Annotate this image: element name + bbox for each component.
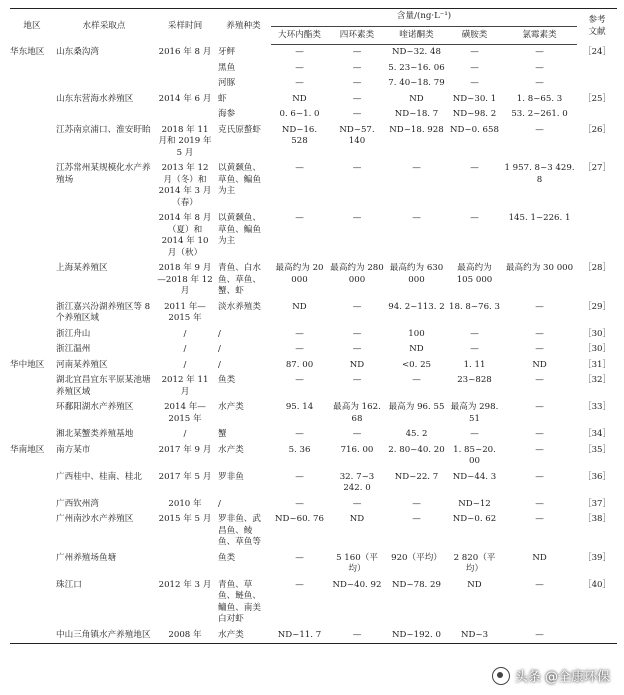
cell-macrolides: —	[295, 429, 304, 439]
cell-time: /	[183, 359, 187, 370]
cell-chloramphenicols: —	[535, 78, 544, 88]
cell-chloramphenicols: —	[535, 444, 544, 455]
table-row	[10, 373, 617, 400]
table-row	[10, 628, 617, 644]
cell-site	[54, 76, 154, 92]
cell-site: 浙江温州	[56, 344, 91, 354]
cell-tetracyclines: —	[352, 47, 362, 57]
cell-species: 蟹	[218, 429, 227, 439]
cell-species: 黑鱼	[218, 62, 236, 73]
header-site: 水样采取点	[54, 9, 154, 45]
cell-time: 2017 年 5 月	[158, 471, 212, 482]
cell-quinolones: 7. 40~18. 79	[388, 78, 445, 88]
cell-macrolides: ND~60. 76	[275, 514, 324, 524]
table-row	[10, 92, 617, 108]
cell-sulfonamides: —	[470, 78, 479, 88]
cell-ref: ［30］	[582, 328, 612, 339]
cell-site: 珠江口	[56, 579, 82, 590]
header-sulfonamides: 磺胺类	[447, 26, 502, 45]
table-row	[10, 45, 617, 61]
cell-region	[10, 211, 54, 261]
cell-macrolides: —	[295, 471, 304, 482]
cell-chloramphenicols: —	[535, 402, 544, 412]
cell-chloramphenicols: —	[535, 498, 544, 509]
cell-chloramphenicols: ND	[532, 552, 547, 563]
cell-tetracyclines: ND	[349, 514, 365, 524]
cell-species: 水产类	[218, 402, 244, 412]
cell-tetracyclines: —	[352, 328, 362, 339]
cell-time	[154, 551, 216, 578]
cell-species: /	[218, 328, 221, 339]
table-header	[10, 9, 617, 45]
cell-tetracyclines: ND~57. 140	[339, 124, 375, 146]
table-row	[10, 107, 617, 123]
cell-quinolones: 最高为 96. 55	[388, 402, 445, 412]
table-row	[10, 443, 617, 470]
cell-ref: ［34］	[582, 429, 612, 439]
cell-species: 水产类	[216, 628, 271, 644]
cell-site: 山东东营海水养殖区	[56, 93, 134, 104]
cell-sulfonamides: 1. 11	[463, 359, 486, 370]
table-row	[10, 512, 617, 551]
cell-quinolones: —	[412, 514, 421, 524]
cell-chloramphenicols: 145. 1~226. 1	[508, 213, 571, 223]
header-macrolides: 大环内酯类	[271, 26, 328, 45]
cell-chloramphenicols: —	[535, 62, 544, 73]
cell-chloramphenicols: ND	[532, 359, 547, 370]
cell-macrolides: —	[295, 78, 304, 88]
cell-ref: ［24］	[582, 46, 612, 57]
cell-sulfonamides: ND~30. 1	[452, 93, 497, 104]
cell-tetracyclines: ND~40. 92	[332, 579, 382, 590]
cell-species: 青鱼、白水鱼、草鱼、蟹、虾	[218, 263, 261, 296]
cell-chloramphenicols: —	[535, 301, 544, 312]
cell-time: 2008 年	[154, 628, 216, 644]
cell-quinolones: 5. 23~16. 06	[388, 62, 445, 73]
cell-sulfonamides: ND~12	[458, 498, 491, 509]
cell-region	[10, 261, 54, 300]
cell-time: /	[183, 344, 187, 354]
cell-time: 2018 年 11 月和 2019 年 5 月	[158, 124, 212, 158]
cell-tetracyclines: —	[352, 375, 362, 385]
cell-region	[10, 373, 54, 400]
cell-site: 中山三角镇水产养殖地区	[54, 628, 154, 644]
cell-species: 罗非鱼	[218, 471, 244, 482]
cell-tetracyclines: —	[352, 429, 362, 439]
cell-time: /	[183, 429, 187, 439]
cell-sulfonamides: ND~0. 658	[450, 124, 499, 135]
cell-chloramphenicols: —	[535, 375, 544, 385]
cell-sulfonamides: ND~44. 3	[452, 471, 497, 482]
cell-sulfonamides: ND~0. 62	[452, 514, 497, 524]
cell-tetracyclines: —	[352, 109, 362, 119]
cell-tetracyclines: —	[352, 498, 362, 509]
cell-time: 2013 年 12 月（冬）和 2014 年 3 月（春）	[158, 163, 212, 208]
cell-species: 河豚	[218, 78, 236, 88]
cell-site: 广西桂中、桂南、桂北	[56, 471, 142, 482]
cell-sulfonamides: 2 820（平均）	[453, 552, 496, 574]
cell-site: 上海某养殖区	[56, 263, 108, 273]
cell-ref: ［30］	[582, 344, 612, 354]
cell-time	[154, 76, 216, 92]
cell-ref: ［32］	[582, 375, 612, 385]
cell-species: /	[218, 344, 221, 354]
cell-region	[10, 400, 54, 427]
table-row	[10, 300, 617, 327]
cell-time: 2017 年 9 月	[158, 444, 212, 455]
cell-chloramphenicols: —	[535, 429, 544, 439]
cell-chloramphenicols: —	[535, 514, 544, 524]
cell-time: /	[183, 328, 187, 339]
watermark-text: 头条 @全康环保	[514, 670, 610, 685]
cell-ref: ［29］	[582, 301, 612, 312]
cell-ref: ［27］	[582, 163, 612, 173]
cell-macrolides: 87. 00	[285, 359, 314, 370]
header-chloramphenicols: 氯霉素类	[502, 26, 577, 45]
cell-sulfonamides: 1. 85~20. 00	[453, 444, 496, 466]
cell-macrolides: ND	[292, 93, 307, 104]
cell-quinolones: 920（平均）	[391, 552, 442, 563]
cell-site	[54, 61, 154, 77]
cell-sulfonamides: ND	[467, 579, 482, 590]
header-species: 养殖种类	[216, 9, 271, 45]
cell-macrolides: 最高约为 20 000	[275, 263, 324, 285]
table-row	[10, 358, 617, 374]
cell-time: 2015 年 5 月	[158, 514, 212, 524]
cell-region	[10, 427, 54, 443]
cell-macrolides: 5. 36	[288, 444, 311, 455]
header-content: 含量/(ng·L⁻¹)	[271, 9, 577, 27]
table-row	[10, 551, 617, 578]
cell-region	[10, 161, 54, 211]
table-row	[10, 76, 617, 92]
cell-tetracyclines: —	[328, 628, 386, 644]
cell-chloramphenicols: 1. 8~65. 3	[516, 93, 563, 104]
cell-ref: ［28］	[582, 263, 612, 273]
cell-site: 河南某养殖区	[56, 359, 108, 370]
cell-region	[10, 76, 54, 92]
cell-region	[10, 578, 54, 628]
cell-region: 华东地区	[10, 46, 45, 57]
cell-region	[10, 497, 54, 513]
cell-quinolones: ND~32. 48	[392, 47, 441, 57]
cell-site: 江苏南京浦口、淮安盱眙	[56, 124, 151, 135]
cell-macrolides: 0. 6~1. 0	[279, 109, 320, 119]
cell-tetracyclines: —	[352, 62, 362, 73]
cell-ref	[577, 211, 617, 261]
cell-tetracyclines: 最高约为 280 000	[330, 263, 384, 285]
cell-chloramphenicols: —	[535, 124, 544, 135]
cell-sulfonamides: 最高约为 105 000	[456, 263, 493, 285]
table-row	[10, 61, 617, 77]
table-row	[10, 327, 617, 343]
cell-region: 华中地区	[10, 359, 45, 370]
cell-macrolides: —	[295, 213, 304, 223]
cell-species: 牙鲆	[218, 46, 236, 57]
cell-species: 淡水养殖类	[218, 301, 261, 312]
cell-macrolides: —	[295, 344, 304, 354]
cell-quinolones: —	[412, 163, 421, 173]
cell-sulfonamides: ND~98. 2	[452, 109, 497, 119]
cell-chloramphenicols: —	[502, 628, 577, 644]
cell-site: 浙江舟山	[56, 328, 91, 339]
cell-time: 2014 年—2015 年	[164, 402, 206, 424]
cell-sulfonamides: —	[470, 213, 479, 223]
cell-sulfonamides: —	[470, 344, 479, 354]
table-row	[10, 470, 617, 497]
cell-species: 海参	[218, 109, 236, 119]
cell-chloramphenicols: —	[535, 471, 544, 482]
cell-tetracyclines: —	[352, 78, 362, 88]
cell-site: 湘北某蟹类养殖基地	[56, 429, 134, 439]
cell-tetracyclines: —	[352, 93, 362, 104]
table-row	[10, 161, 617, 211]
table-row	[10, 427, 617, 443]
cell-time: 2018 年 9 月—2018 年 12 月	[157, 263, 213, 296]
table-row	[10, 123, 617, 162]
header-ref: 参考 文献	[577, 9, 617, 45]
cell-macrolides: ND~11. 7	[271, 628, 328, 644]
cell-ref: ［33］	[582, 402, 612, 412]
cell-tetracyclines: —	[352, 344, 362, 354]
camera-icon	[492, 667, 510, 685]
cell-macrolides: —	[295, 375, 304, 385]
cell-macrolides: —	[295, 47, 304, 57]
cell-tetracyclines: 5 160（平均）	[336, 552, 378, 574]
cell-chloramphenicols: —	[535, 579, 544, 590]
cell-quinolones: 45. 2	[405, 429, 428, 439]
cell-quinolones: ND~18. 928	[389, 124, 444, 135]
cell-ref: ［31］	[582, 359, 612, 370]
cell-quinolones: ND~192. 0	[386, 628, 447, 644]
header-region: 地区	[10, 9, 54, 45]
cell-time: 2014 年 8 月（夏）和 2014 年 10 月（秋）	[158, 213, 212, 258]
cell-region	[10, 107, 54, 123]
cell-species: 鱼类	[218, 375, 236, 385]
table-row	[10, 400, 617, 427]
cell-sulfonamides: 最高为 298. 51	[450, 402, 499, 424]
cell-chloramphenicols: —	[535, 328, 544, 339]
cell-macrolides: —	[295, 163, 304, 173]
cell-macrolides: —	[295, 579, 304, 590]
cell-site: 广西钦州湾	[56, 498, 99, 509]
cell-ref: ［38］	[582, 514, 612, 524]
cell-tetracyclines: 716. 00	[340, 444, 374, 455]
cell-macrolides: 95. 14	[285, 402, 314, 412]
cell-macrolides: —	[295, 552, 304, 563]
table-row	[10, 261, 617, 300]
cell-tetracyclines: 32. 7~3 242. 0	[339, 471, 375, 493]
cell-site: 湖北宜昌宜东平原某池塘养殖区域	[56, 375, 151, 397]
cell-region	[10, 551, 54, 578]
cell-species: 以黄颡鱼、草鱼、鳊鱼为主	[218, 163, 261, 196]
cell-region	[10, 92, 54, 108]
cell-chloramphenicols: 最高约为 30 000	[505, 263, 574, 273]
watermark	[492, 666, 610, 685]
cell-tetracyclines: ND	[349, 359, 365, 370]
cell-quinolones: 100	[408, 328, 425, 339]
cell-sulfonamides: —	[470, 47, 479, 57]
antibiotic-content-table	[10, 8, 617, 644]
cell-ref: ［35］	[582, 444, 612, 455]
cell-site: 南方某市	[56, 444, 91, 455]
cell-time: 2012 年 11 月	[161, 375, 209, 397]
cell-quinolones: ND	[409, 93, 424, 104]
cell-macrolides: —	[295, 62, 304, 73]
cell-quinolones: <0. 25	[401, 359, 432, 370]
cell-species: 克氏原螯虾	[218, 124, 261, 135]
cell-region	[10, 123, 54, 162]
cell-ref	[577, 107, 617, 123]
table-row	[10, 211, 617, 261]
cell-sulfonamides: —	[470, 163, 479, 173]
cell-species: 罗非鱼、武昌鱼、鲮鱼、草鱼等	[218, 514, 261, 547]
cell-macrolides: ND	[292, 301, 307, 312]
cell-species: 水产类	[218, 444, 244, 455]
cell-site: 广州南沙水产养殖区	[56, 514, 134, 524]
cell-ref	[577, 76, 617, 92]
cell-macrolides: ND~16. 528	[281, 124, 318, 146]
cell-region	[10, 342, 54, 358]
cell-region	[10, 327, 54, 343]
table-row	[10, 578, 617, 628]
header-tetracyclines: 四环素类	[328, 26, 386, 45]
table-row	[10, 497, 617, 513]
cell-sulfonamides: —	[470, 328, 479, 339]
cell-chloramphenicols: 53. 2~261. 0	[511, 109, 568, 119]
cell-ref	[577, 61, 617, 77]
cell-site	[54, 211, 154, 261]
cell-site: 浙江嘉兴汾湖养殖区等 8 个养殖区域	[56, 301, 151, 323]
table-row	[10, 342, 617, 358]
cell-ref: ［25］	[582, 93, 612, 104]
cell-ref: ［36］	[582, 471, 612, 482]
cell-site: 广州养殖场鱼塘	[56, 552, 117, 563]
cell-tetracyclines: —	[352, 163, 362, 173]
cell-ref: ［39］	[582, 552, 612, 563]
header-quinolones: 喹诺酮类	[386, 26, 447, 45]
table-body	[10, 45, 617, 644]
cell-quinolones: —	[412, 498, 421, 509]
cell-quinolones: ND~18. 7	[394, 109, 439, 119]
cell-sulfonamides: 23~828	[457, 375, 492, 385]
cell-macrolides: —	[295, 328, 304, 339]
cell-time: 2010 年	[168, 498, 202, 509]
cell-tetracyclines: 最高为 162. 68	[333, 402, 381, 424]
cell-quinolones: —	[412, 375, 421, 385]
cell-tetracyclines: —	[352, 213, 362, 223]
cell-quinolones: ND~22. 7	[394, 471, 439, 482]
cell-ref: ［26］	[582, 124, 612, 135]
cell-site: 江苏常州某规模化水产养殖场	[56, 163, 151, 185]
cell-quinolones: ND	[409, 344, 424, 354]
cell-time: 2011 年—2015 年	[164, 301, 206, 323]
cell-time	[154, 107, 216, 123]
cell-time: 2012 年 3 月	[158, 579, 212, 590]
cell-sulfonamides: 18. 8~76. 3	[449, 301, 500, 312]
cell-species: 青鱼、草鱼、鲢鱼、鳙鱼、南美白对虾	[218, 579, 261, 624]
cell-macrolides: —	[295, 498, 304, 509]
cell-ref: ［37］	[582, 498, 612, 509]
cell-time: 2014 年 6 月	[158, 93, 212, 104]
cell-chloramphenicols: —	[535, 47, 544, 57]
cell-quinolones: 最高约为 630 000	[389, 263, 444, 285]
cell-quinolones: —	[412, 213, 421, 223]
cell-region	[10, 61, 54, 77]
cell-site	[54, 107, 154, 123]
cell-time	[154, 61, 216, 77]
cell-sulfonamides: ND~3	[447, 628, 502, 644]
cell-chloramphenicols: 1 957. 8~3 429. 8	[504, 163, 575, 185]
cell-region: 华南地区	[10, 444, 45, 455]
cell-quinolones: 94. 2~113. 2	[388, 301, 445, 312]
cell-region	[10, 628, 54, 644]
cell-species: 鱼类	[218, 552, 236, 563]
cell-site: 山东桑沟湾	[56, 46, 99, 57]
cell-species: /	[218, 498, 221, 509]
cell-quinolones: 2. 80~40. 20	[388, 444, 445, 455]
cell-chloramphenicols: —	[535, 344, 544, 354]
cell-species: 虾	[218, 93, 227, 104]
data-table-container	[10, 8, 617, 644]
cell-ref	[577, 628, 617, 644]
cell-ref: ［40］	[582, 579, 612, 590]
cell-site: 环鄱阳湖水产养殖区	[56, 402, 134, 412]
header-time: 采样时间	[154, 9, 216, 45]
cell-region	[10, 470, 54, 497]
cell-region	[10, 300, 54, 327]
cell-sulfonamides: —	[470, 429, 479, 439]
cell-tetracyclines: —	[352, 301, 362, 312]
cell-region	[10, 512, 54, 551]
cell-quinolones: ND~78. 29	[392, 579, 441, 590]
cell-species: /	[218, 359, 221, 370]
cell-time: 2016 年 8 月	[158, 46, 212, 57]
cell-species: 以黄颡鱼、草鱼、鳊鱼为主	[218, 213, 261, 246]
cell-sulfonamides: —	[470, 62, 479, 73]
